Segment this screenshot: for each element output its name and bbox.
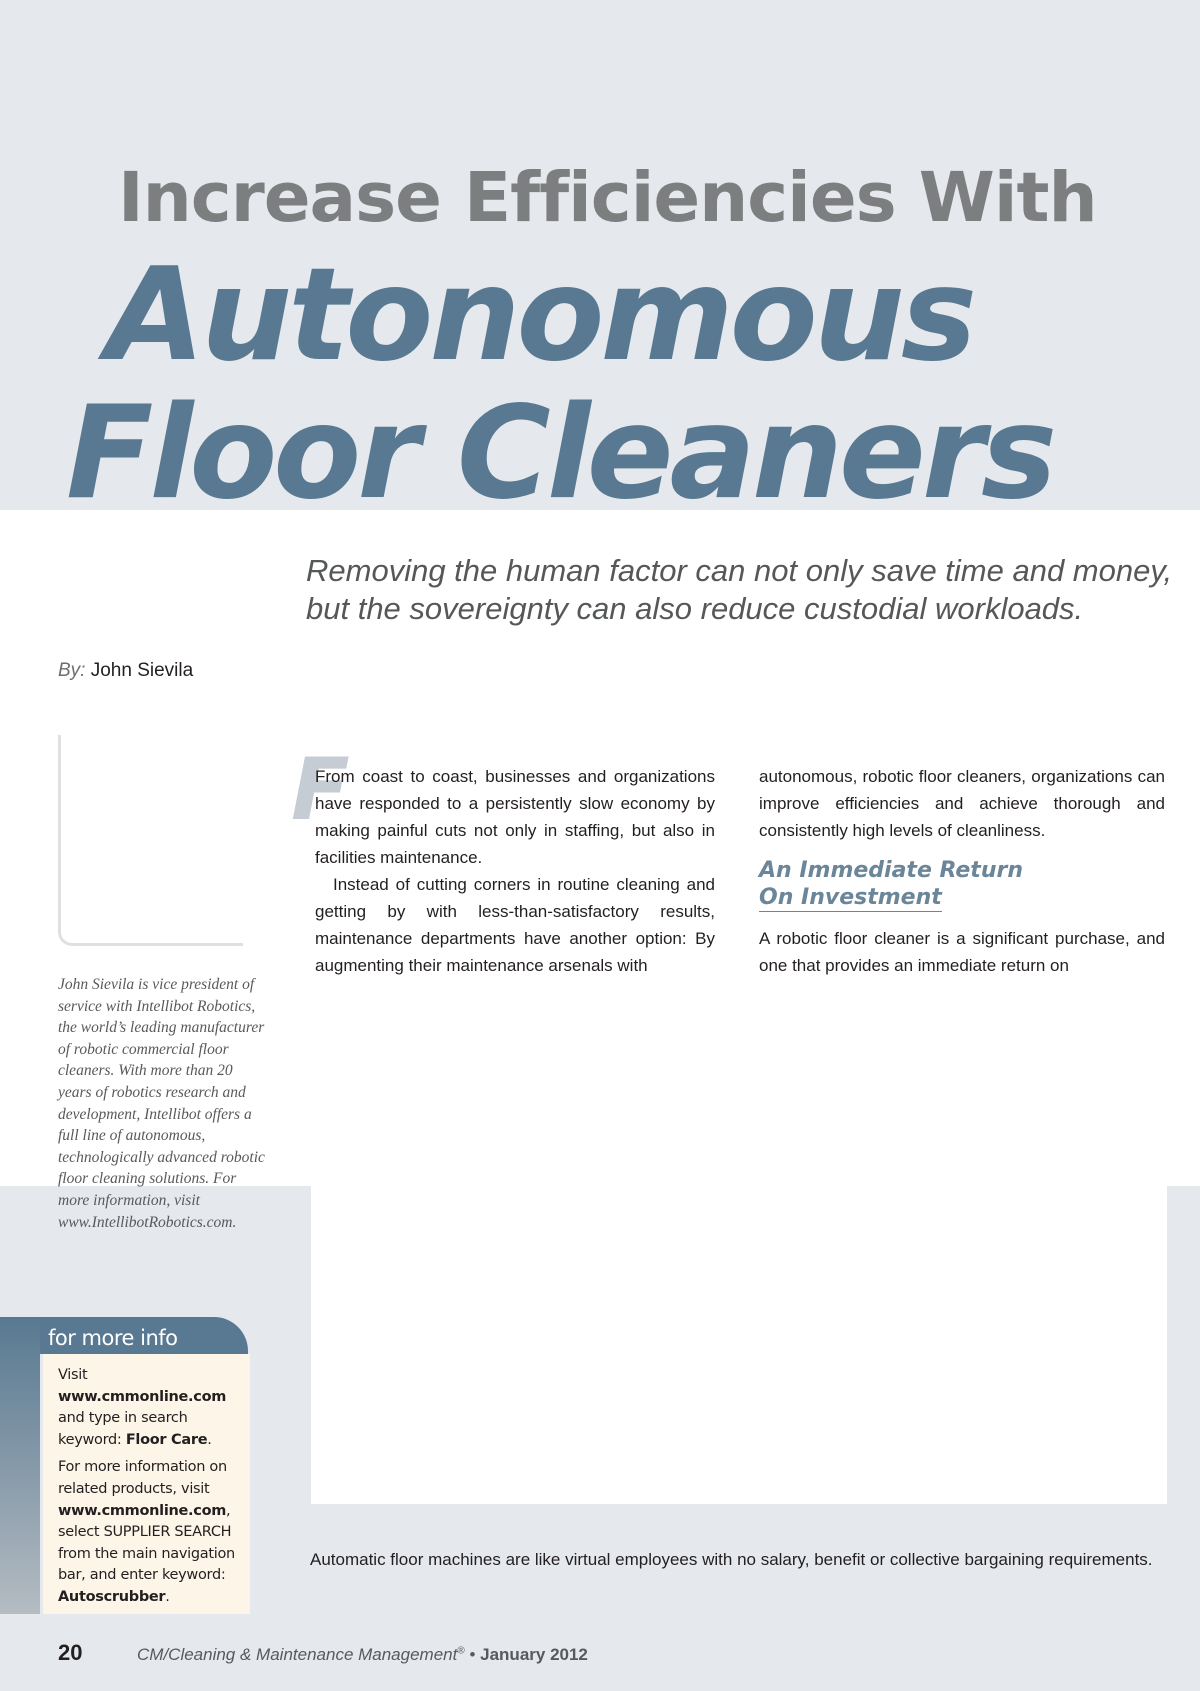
byline-author: John Sievila	[90, 660, 194, 681]
registered-mark: ®	[457, 1645, 465, 1657]
drop-cap: F	[291, 740, 350, 840]
text: Visit	[58, 1367, 88, 1383]
photo-caption: Automatic floor machines are like virtual employees with no salary, benefit or collective bargaining requirements.	[310, 1550, 1153, 1569]
text: , select SUPPLIER SEARCH from the main navigation bar, and enter keyword:	[58, 1502, 235, 1584]
website-link: www.cmmonline.com	[58, 1388, 227, 1405]
website-link: www.cmmonline.com	[58, 1502, 227, 1519]
sidebar-title: for more info	[48, 1326, 178, 1350]
text: For more information on related products, visit	[58, 1459, 227, 1497]
body-column-1	[315, 763, 715, 979]
more-info-sidebar	[0, 1317, 250, 1614]
byline-label: By:	[58, 660, 86, 681]
text: .	[207, 1431, 212, 1448]
sidebar-body	[43, 1354, 250, 1614]
body-paragraph: autonomous, robotic floor cleaners, organizations can improve efficiencies and achieve thorough and consistently high levels of cleanliness.	[759, 767, 1165, 840]
sidebar-color-strip	[0, 1317, 40, 1614]
sidebar-paragraph	[58, 1365, 244, 1451]
issue-date: January 2012	[480, 1645, 588, 1664]
publication-name: CM/Cleaning & Maintenance Management	[137, 1645, 458, 1664]
author-photo-frame	[58, 735, 243, 946]
photo-placeholder	[311, 1186, 1167, 1504]
search-keyword: Floor Care	[125, 1431, 208, 1448]
deck-subtitle: Removing the human factor can not only save time and money, but the sovereignty can also reduce custodial workloads.	[306, 553, 1173, 626]
footer-separator: •	[469, 1645, 476, 1664]
subhead-line-2: On Investment	[759, 885, 942, 910]
page-number: 20	[58, 1640, 83, 1665]
sidebar-paragraph	[58, 1457, 244, 1608]
headline-main-line2: Floor Cleaners	[66, 379, 1054, 528]
headline-main-line1: Autonomous	[106, 241, 973, 390]
search-keyword: Autoscrubber	[58, 1588, 166, 1605]
body-paragraph: A robotic floor cleaner is a significant purchase, and one that provides an immediate return on	[759, 929, 1165, 975]
subhead-line-1: An Immediate Return	[759, 858, 1023, 883]
author-bio: John Sievila is vice president of service with Intellibot Robotics, the world’s leading manufacturer of robotic commercial floor cleaners. With more than 20 years of robotics research and development, Intellibot offers a full line of autonomous, technologically advanced robotic floor cleaning solutions. For more information, visit www.IntellibotRobotics.com.	[58, 976, 265, 1231]
body-paragraph: From coast to coast, businesses and organizations have responded to a persistently slow economy by making painful cuts not only in staffing, but also in facilities maintenance.	[315, 767, 715, 867]
body-paragraph: Instead of cutting corners in routine cleaning and getting by with less-than-satisfactory results, maintenance departments have another option: By augmenting their maintenance arsenals with	[315, 875, 715, 975]
footer-publication	[137, 1645, 588, 1665]
headline-kicker: Increase Efficiencies With	[118, 158, 1097, 238]
body-column-2	[759, 763, 1165, 979]
text: and type in search keyword:	[58, 1410, 188, 1448]
text: .	[165, 1588, 170, 1605]
byline	[58, 660, 193, 682]
section-subhead	[759, 857, 1165, 912]
